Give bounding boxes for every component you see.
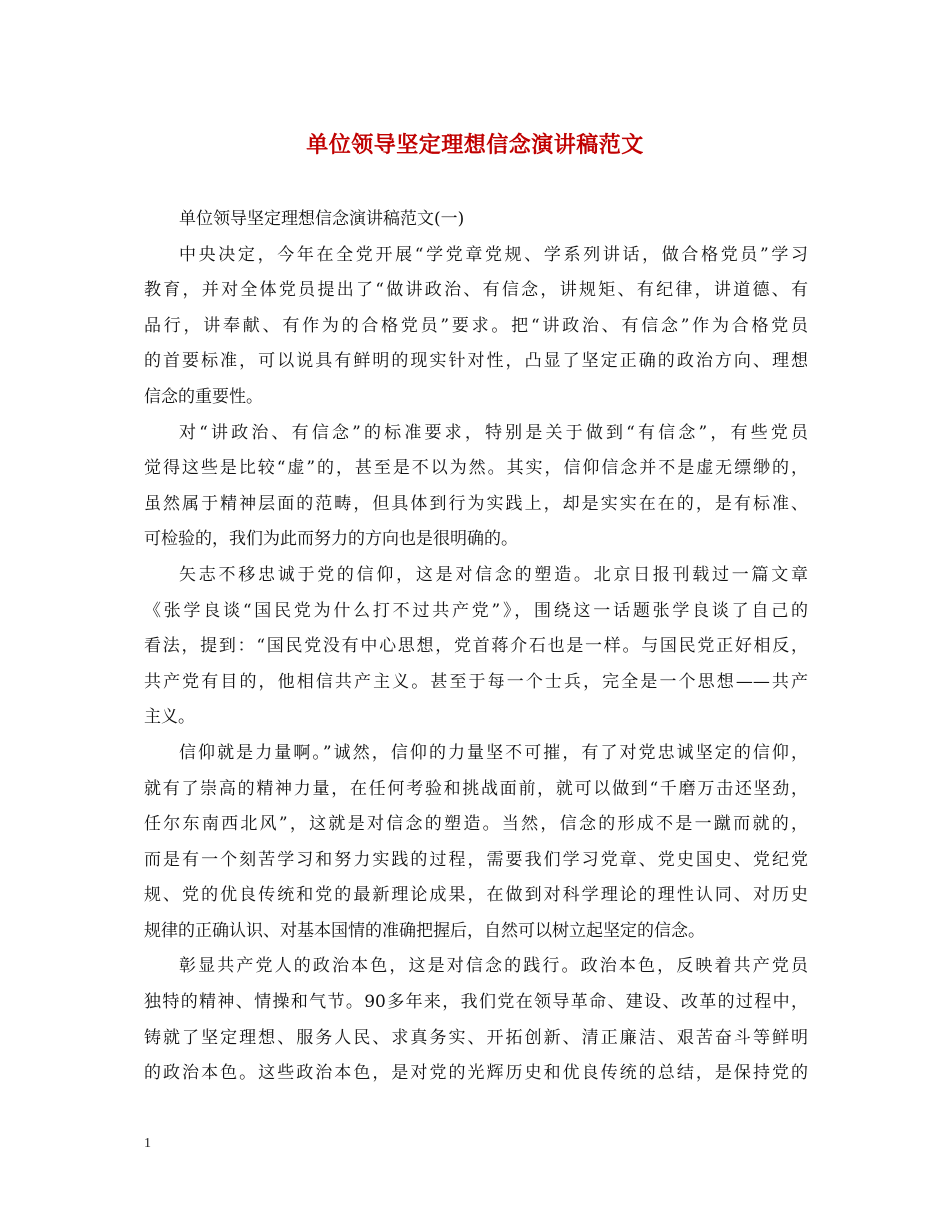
body-line: 信仰就是力量啊。”诚然，信仰的力量坚不可摧，有了对党忠诚坚定的信仰， xyxy=(179,742,808,763)
page-number: 1 xyxy=(144,1136,151,1151)
section-heading: 单位领导坚定理想信念演讲稿范文(一) xyxy=(179,209,465,229)
body-line: 中央决定，今年在全党开展“学党章党规、学系列讲话，做合格党员”学习 xyxy=(179,244,808,265)
body-line: 的首要标准，可以说具有鲜明的现实针对性，凸显了坚定正确的政治方向、理想 xyxy=(144,351,808,372)
body-line: 觉得这些是比较“虚”的，甚至是不以为然。其实，信仰信念并不是虚无缥缈的， xyxy=(144,458,808,479)
body-line: 任尔东南西北风”，这就是对信念的塑造。当然，信念的形成不是一蹴而就的， xyxy=(144,814,808,835)
body-line: 矢志不移忠诚于党的信仰，这是对信念的塑造。北京日报刊载过一篇文章 xyxy=(179,564,808,585)
body-line: 彰显共产党人的政治本色，这是对信念的践行。政治本色，反映着共产党员 xyxy=(179,956,808,977)
body-line: 品行，讲奉献、有作为的合格党员”要求。把“讲政治、有信念”作为合格党员 xyxy=(144,315,808,336)
body-line: 就有了崇高的精神力量，在任何考验和挑战面前，就可以做到“千磨万击还坚劲， xyxy=(144,778,808,799)
body-line: 信念的重要性。 xyxy=(144,386,263,407)
body-line: 的政治本色。这些政治本色，是对党的光辉历史和优良传统的总结，是保持党的 xyxy=(144,1063,808,1084)
body-line: 对“讲政治、有信念”的标准要求，特别是关于做到“有信念”，有些党员 xyxy=(179,422,808,443)
body-line: 规律的正确认识、对基本国情的准确把握后，自然可以树立起坚定的信念。 xyxy=(144,920,705,941)
body-line: 而是有一个刻苦学习和努力实践的过程，需要我们学习党章、党史国史、党纪党 xyxy=(144,849,808,870)
body-line: 《张学良谈“国民党为什么打不过共产党”》，围绕这一话题张学良谈了自己的 xyxy=(144,600,808,621)
body-line: 铸就了坚定理想、服务人民、求真务实、开拓创新、清正廉洁、艰苦奋斗等鲜明 xyxy=(144,1027,808,1048)
body-line: 规、党的优良传统和党的最新理论成果，在做到对科学理论的理性认同、对历史 xyxy=(144,885,808,906)
document-body xyxy=(144,202,808,1092)
document-title: 单位领导坚定理想信念演讲稿范文 xyxy=(306,132,644,158)
body-line: 主义。 xyxy=(144,707,195,728)
body-line: 独特的精神、情操和气节。90多年来，我们党在领导革命、建设、改革的过程中， xyxy=(144,992,808,1013)
body-line: 看法，提到：“国民党没有中心思想，党首蒋介石也是一样。与国民党正好相反， xyxy=(144,636,808,657)
body-line: 共产党有目的，他相信共产主义。甚至于每一个士兵，完全是一个思想——共产 xyxy=(144,671,808,692)
body-line: 可检验的，我们为此而努力的方向也是很明确的。 xyxy=(144,529,518,550)
body-line: 教育，并对全体党员提出了“做讲政治、有信念，讲规矩、有纪律，讲道德、有 xyxy=(144,280,808,301)
body-line: 虽然属于精神层面的范畴，但具体到行为实践上，却是实实在在的，是有标准、 xyxy=(144,493,808,514)
